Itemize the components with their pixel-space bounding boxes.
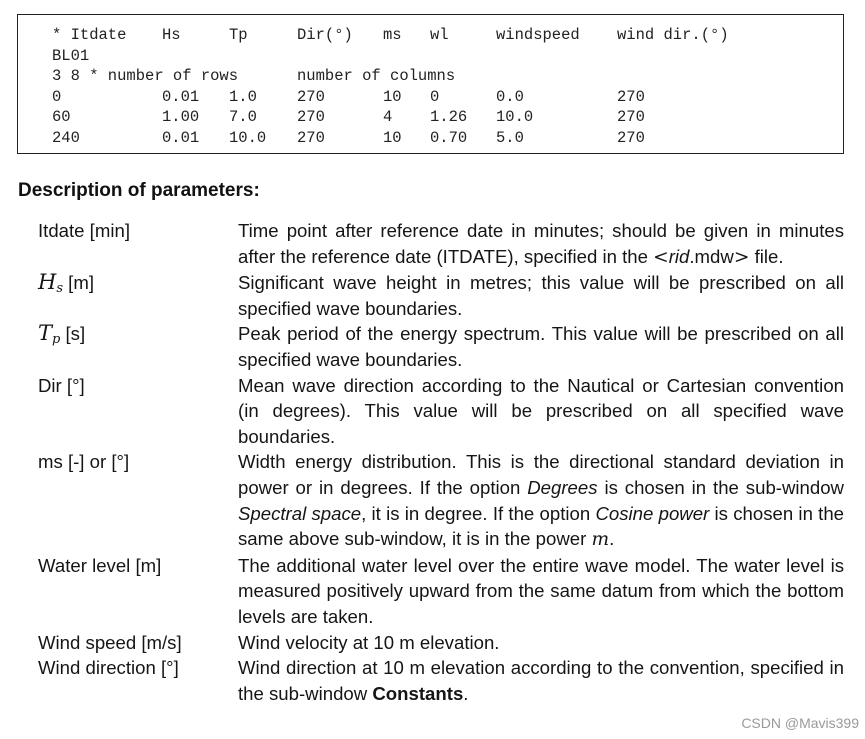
param-desc-text: . [463,682,469,704]
code-cell: 7.0 [229,108,257,126]
angle-bracket: > [733,246,750,268]
param-desc: Wind velocity at 10 m elevation. [238,631,500,653]
param-row-ms [38,449,844,552]
param-unit: [m] [63,272,94,294]
param-name [38,270,238,321]
param-symbol [38,270,63,297]
code-header-dir: Dir(°) [297,26,353,44]
code-cell: 0 [430,87,440,106]
section-heading: Description of parameters: [18,180,260,201]
symbol-letter: H [38,270,57,295]
param-row-dir [38,373,844,450]
param-name [38,321,238,372]
code-cell: 0.01 [162,128,200,147]
code-cell: 270 [617,87,645,106]
param-row-wind-direction [38,655,844,706]
code-cell: 5.0 [496,128,524,147]
code-header-wl: wl [430,26,449,44]
code-cell: 240 [52,128,80,147]
code-cell: 60 [52,108,71,126]
watermark: CSDN @Mavis399 [741,715,859,731]
param-desc-text: Wind direction at 10 m elevation according to the convention, specified in the sub-window [238,657,844,704]
param-unit: [s] [60,323,86,345]
param-name: Itdate [min] [38,220,130,241]
param-row-water-level [38,553,844,630]
param-row-hs [38,270,844,321]
code-cell: 270 [297,108,325,126]
param-desc [238,655,844,706]
code-cell: 270 [617,128,645,147]
param-desc-degrees: Degrees [527,476,598,498]
code-cell: 0 [52,87,62,106]
code-data-row [52,87,843,108]
code-cell: 1.00 [162,108,200,126]
code-header-hs: Hs [162,26,181,44]
code-cell: 10 [383,87,402,106]
param-desc [238,449,844,552]
code-cell: 0.01 [162,87,200,106]
parameter-list [38,218,844,706]
param-name: Wind speed [m/s] [38,631,182,653]
param-desc-text: is chosen in the same above sub-window, it is in the power [238,502,845,550]
code-location-row [52,46,843,67]
code-block [17,14,844,154]
code-cell: 10.0 [229,128,267,147]
code-location: BL01 [52,46,90,65]
param-desc-m: m [591,529,610,551]
param-desc-text: . [609,528,615,550]
code-data-row [52,128,843,149]
param-name: ms [-] or [°] [38,451,130,473]
param-desc [238,218,844,270]
param-row-itdate [38,218,844,270]
code-cell: 10 [383,128,402,147]
param-row-tp [38,321,844,372]
param-desc-text: , it is in degree. If the option [361,502,596,524]
param-name: Water level [m] [38,554,162,576]
code-header-itdate: * Itdate [52,26,127,44]
param-desc: Mean wave direction according to the Nautical or Cartesian convention (in degrees). This value will be prescribed on all specified wave boundaries. [238,374,844,447]
param-desc: Peak period of the energy spectrum. This value will be prescribed on all specified wave boundaries. [238,323,844,370]
param-desc-cosine-power: Cosine power [595,502,710,524]
code-header-ms: ms [383,26,402,44]
code-header-windspeed: windspeed [496,26,580,44]
param-desc-ext: .mdw [689,245,734,267]
param-name: Dir [°] [38,374,85,396]
param-name: Wind direction [°] [38,657,179,679]
code-cell: 10.0 [496,108,534,126]
code-dims-rows: 3 8 * number of rows [52,67,239,85]
param-desc-text: Time point after reference date in minutes; should be given in minutes after the reference date (ITDATE), specified in the [238,220,844,267]
param-desc-constants: Constants [372,682,464,704]
param-desc: The additional water level over the entire wave model. The water level is measured positively upward from the same datum from which the bottom levels are taken. [238,554,844,627]
code-cell: 1.26 [430,108,468,126]
param-desc: Significant wave height in metres; this value will be prescribed on all specified wave boundaries. [238,272,844,319]
symbol-letter: T [38,321,53,346]
code-header-row [52,25,843,46]
code-dims-cols: number of columns [297,67,456,85]
param-desc-spectral-space: Spectral space [238,502,362,524]
code-header-wind-dir: wind dir.(°) [617,26,729,44]
param-desc-text: Width energy distribution. This is the directional standard deviation in power or in degrees. If the option [238,451,844,498]
code-cell: 0.0 [496,87,524,106]
code-cell: 270 [617,108,645,126]
param-row-wind-speed [38,630,844,656]
param-desc-text: file. [749,245,784,267]
code-cell: 0.70 [430,128,468,147]
code-header-tp: Tp [229,26,248,44]
code-dims-row [52,66,843,87]
code-cell: 4 [383,108,393,126]
param-desc-rid: rid [668,245,690,267]
symbol-subscript: s [56,281,63,297]
symbol-subscript: p [52,332,61,348]
param-symbol [38,321,61,348]
code-cell: 270 [297,87,325,106]
code-data-row [52,107,843,128]
code-cell: 270 [297,128,325,147]
code-cell: 1.0 [229,87,257,106]
param-desc-text: is chosen in the sub-window [597,476,844,498]
angle-bracket: < [653,246,669,268]
